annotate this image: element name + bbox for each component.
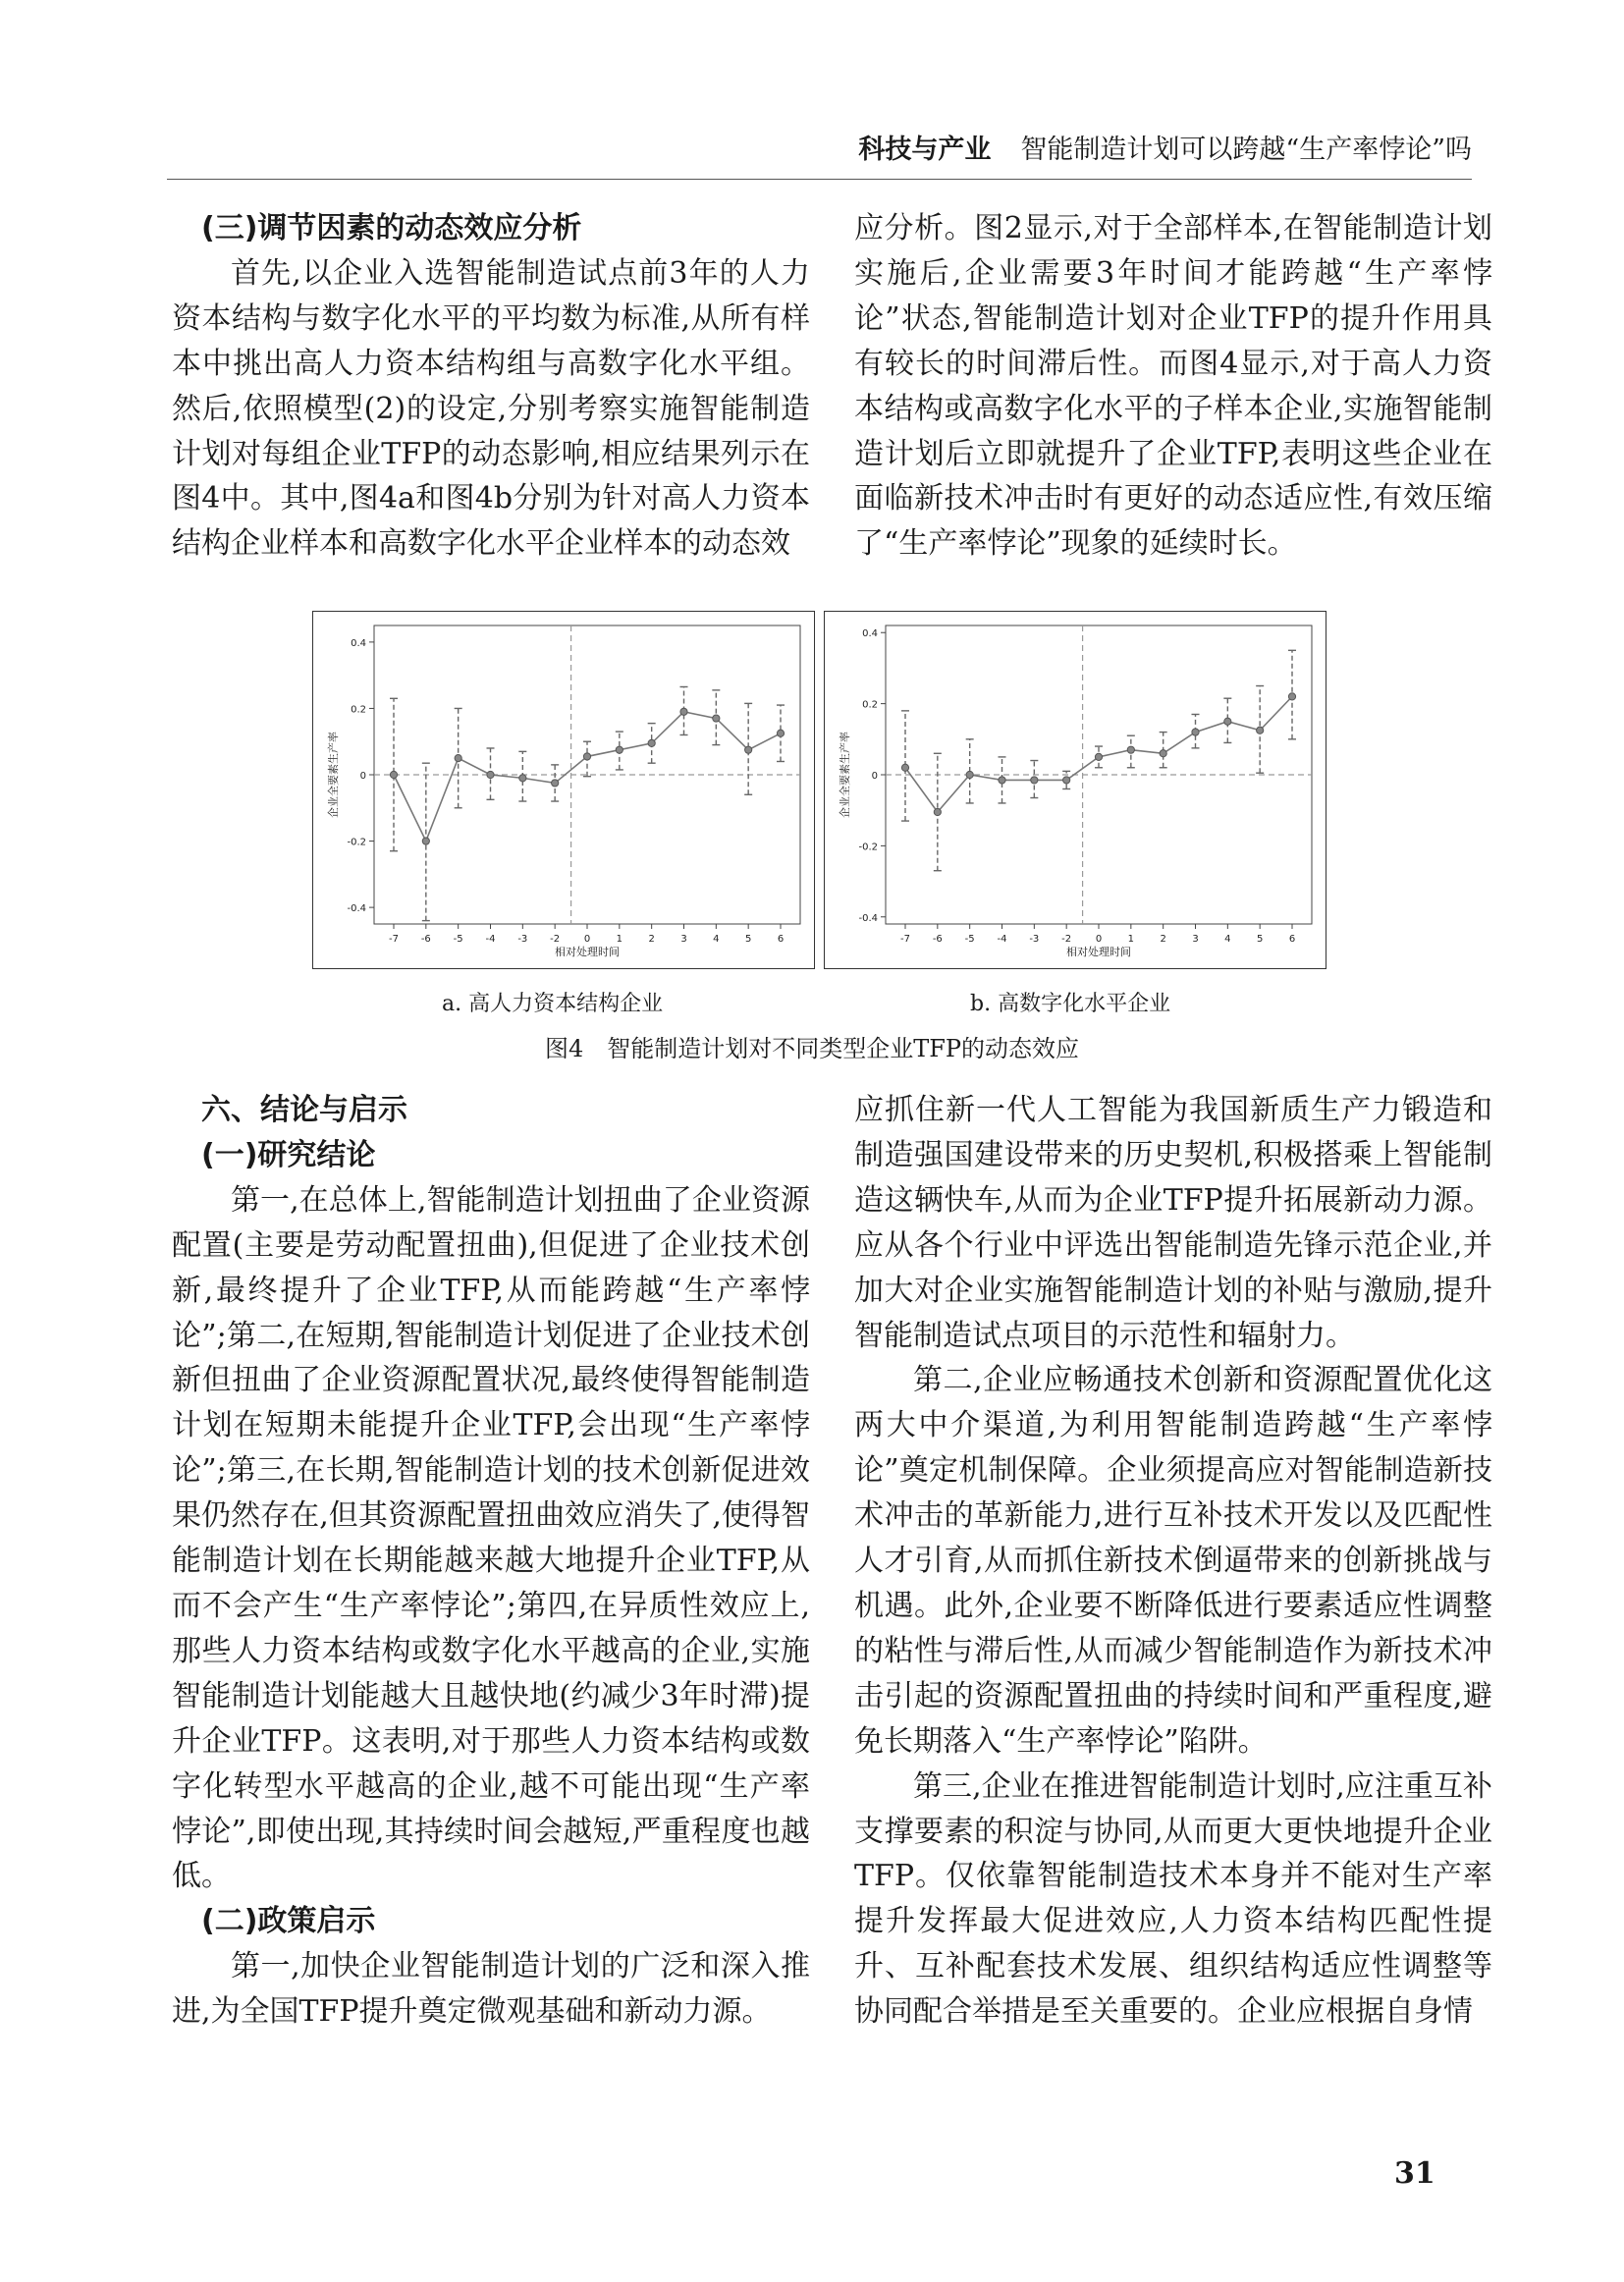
x-tick-label: -7 xyxy=(900,934,910,945)
data-point xyxy=(1160,750,1166,757)
x-tick-label: 1 xyxy=(1127,934,1135,945)
x-tick-label: 3 xyxy=(1192,934,1199,945)
x-tick-label: 5 xyxy=(744,934,752,945)
subcaption-a: a. 高人力资本结构企业 xyxy=(442,992,664,1016)
paragraph: 第一,加快企业智能制造计划的广泛和深入推进,为全国TFP提升奠定微观基础和新动力源。 xyxy=(172,1949,810,2030)
x-tick-label: -5 xyxy=(453,934,463,945)
data-point xyxy=(552,780,559,787)
column-top-left xyxy=(172,206,810,567)
x-tick-label: 1 xyxy=(616,934,623,945)
x-tick-label: -6 xyxy=(420,934,431,945)
subsection-heading: (二)政策启示 xyxy=(201,1904,376,1939)
paragraph: 第三,企业在推进智能制造计划时,应注重互补支撑要素的积淀与协同,从而更大更快地提升企业TFP。仅依靠智能制造技术本身并不能对生产率提升发挥最大促进效应,人力资本结构匹配性提升、互补配套技术发展、组织结构适应性调整等协同配合举措是至关重要的。企业应根据自身情 xyxy=(854,1768,1492,2030)
y-tick-label: 0.2 xyxy=(351,704,366,716)
x-tick-label: 2 xyxy=(648,934,655,945)
data-point xyxy=(1031,777,1038,784)
x-tick-label: -7 xyxy=(389,934,399,945)
data-point xyxy=(777,730,784,736)
data-point xyxy=(519,775,526,782)
x-tick-label: -3 xyxy=(517,934,528,945)
data-point xyxy=(390,771,397,778)
journal-name: 科技与产业 xyxy=(858,135,992,165)
data-point xyxy=(487,771,494,778)
data-point xyxy=(745,746,752,753)
data-point xyxy=(934,808,941,815)
data-point xyxy=(1192,729,1199,735)
section-heading: 六、结论与启示 xyxy=(201,1093,407,1127)
chart-b xyxy=(825,612,1327,970)
data-point xyxy=(1288,693,1295,700)
x-tick-label: 0 xyxy=(1095,934,1103,945)
figure-4 xyxy=(312,611,1483,969)
x-tick-label: 6 xyxy=(1288,934,1296,945)
chart-panel-b xyxy=(824,611,1326,969)
data-point xyxy=(648,739,655,746)
column-bottom-right xyxy=(854,1088,1492,2035)
data-point xyxy=(1063,777,1070,784)
y-tick-label: 0 xyxy=(359,771,366,782)
y-axis-label: 企业全要素生产率 xyxy=(327,732,340,818)
x-tick-label: 4 xyxy=(1224,934,1231,945)
chart-panel-a xyxy=(312,611,815,969)
y-tick-label: 0.4 xyxy=(351,637,366,649)
data-point xyxy=(901,764,908,771)
paragraph: 应分析。图2显示,对于全部样本,在智能制造计划实施后,企业需要3年时间才能跨越“生产率悖论”状态,智能制造计划对企业TFP的提升作用具有较长的时间滞后性。而图4显示,对于高人力资本结构或高数字化水平的子样本企业,实施智能制造计划后立即就提升了企业TFP,表明这些企业在面临新技术冲击时有更好的动态适应性,有效压缩了“生产率悖论”现象的延续时长。 xyxy=(854,211,1492,562)
y-tick-label: -0.4 xyxy=(347,903,366,915)
x-tick-label: 6 xyxy=(777,934,785,945)
y-tick-label: -0.4 xyxy=(858,912,878,924)
data-point xyxy=(966,771,973,778)
data-point xyxy=(680,708,687,715)
subsection-heading: (一)研究结论 xyxy=(201,1137,376,1172)
x-tick-label: -2 xyxy=(550,934,561,945)
subcaption-b: b. 高数字化水平企业 xyxy=(970,992,1171,1016)
paragraph: 第一,在总体上,智能制造计划扭曲了企业资源配置(主要是劳动配置扭曲),但促进了企业技术创新,最终提升了企业TFP,从而能跨越“生产率悖论”;第二,在短期,智能制造计划促进了企业技术创新但扭曲了企业资源配置状况,最终使得智能制造计划在短期未能提升企业TFP,会出现“生产率悖论”;第三,在长期,智能制造计划的技术创新促进效果仍然存在,但其资源配置扭曲效应消失了,使得智能制造计划在长期能越来越大地提升企业TFP,从而不会产生“生产率悖论”;第四,在异质性效应上,那些人力资本结构或数字化水平越高的企业,实施智能制造计划能越大且越快地(约减少3年时滞)提升企业TFP。这表明,对于那些人力资本结构或数字化转型水平越高的企业,越不可能出现“生产率悖论”,即使出现,其持续时间会越短,严重程度也越低。 xyxy=(172,1182,810,1894)
x-tick-label: 2 xyxy=(1160,934,1166,945)
x-axis-label: 相对处理时间 xyxy=(555,946,620,958)
data-point xyxy=(999,777,1005,784)
x-tick-label: -6 xyxy=(932,934,943,945)
y-tick-label: -0.2 xyxy=(858,842,878,853)
data-point xyxy=(616,746,623,753)
y-tick-label: 0.4 xyxy=(862,628,878,640)
paragraph: 应抓住新一代人工智能为我国新质生产力锻造和制造强国建设带来的历史契机,积极搭乘上智能制造这辆快车,从而为企业TFP提升拓展新动力源。应从各个行业中评选出智能制造先锋示范企业,并加大对企业实施智能制造计划的补贴与激励,提升智能制造试点项目的示范性和辐射力。 xyxy=(854,1093,1492,1353)
column-top-right xyxy=(854,206,1492,567)
chart-a xyxy=(313,612,816,970)
y-tick-label: 0 xyxy=(871,771,878,782)
x-tick-label: 5 xyxy=(1256,934,1264,945)
x-tick-label: -4 xyxy=(997,934,1007,945)
y-tick-label: -0.2 xyxy=(347,837,366,848)
header-text xyxy=(858,128,1472,166)
x-tick-label: -3 xyxy=(1029,934,1040,945)
data-point xyxy=(1095,753,1102,760)
data-point xyxy=(713,715,720,722)
page-number: 31 xyxy=(1394,2156,1435,2191)
data-point xyxy=(1224,718,1231,725)
x-tick-label: -2 xyxy=(1061,934,1072,945)
data-point xyxy=(422,838,429,844)
data-point xyxy=(583,753,590,760)
x-tick-label: -5 xyxy=(964,934,975,945)
column-bottom-left xyxy=(172,1088,810,2035)
figure-caption: 图4 智能制造计划对不同类型企业TFP的动态效应 xyxy=(544,1035,1080,1062)
y-tick-label: 0.2 xyxy=(862,699,878,711)
subsection-heading: (三)调节因素的动态效应分析 xyxy=(201,211,582,245)
data-point xyxy=(1257,727,1264,734)
paragraph: 首先,以企业入选智能制造试点前3年的人力资本结构与数字化水平的平均数为标准,从所有样本中挑出高人力资本结构组与高数字化水平组。然后,依照模型(2)的设定,分别考察实施智能制造计划对每组企业TFP的动态影响,相应结果列示在图4中。其中,图4a和图4b分别为针对高人力资本结构企业样本和高数字化水平企业样本的动态效 xyxy=(172,255,810,562)
x-tick-label: 4 xyxy=(713,934,720,945)
y-axis-label: 企业全要素生产率 xyxy=(839,732,851,818)
running-header xyxy=(167,118,1472,180)
x-tick-label: 0 xyxy=(583,934,591,945)
data-point xyxy=(1127,746,1134,753)
x-tick-label: -4 xyxy=(485,934,496,945)
paragraph: 第二,企业应畅通技术创新和资源配置优化这两大中介渠道,为利用智能制造跨越“生产率悖论”奠定机制保障。企业须提高应对智能制造新技术冲击的革新能力,进行互补技术开发以及匹配性人才引育,从而抓住新技术倒逼带来的创新挑战与机遇。此外,企业要不断降低进行要素适应性调整的粘性与滞后性,从而减少智能制造作为新技术冲击引起的资源配置扭曲的持续时间和严重程度,避免长期落入“生产率悖论”陷阱。 xyxy=(854,1363,1492,1759)
x-axis-label: 相对处理时间 xyxy=(1066,946,1131,958)
data-point xyxy=(455,755,461,762)
article-title: 智能制造计划可以跨越“生产率悖论”吗 xyxy=(1020,135,1472,165)
x-tick-label: 3 xyxy=(680,934,687,945)
